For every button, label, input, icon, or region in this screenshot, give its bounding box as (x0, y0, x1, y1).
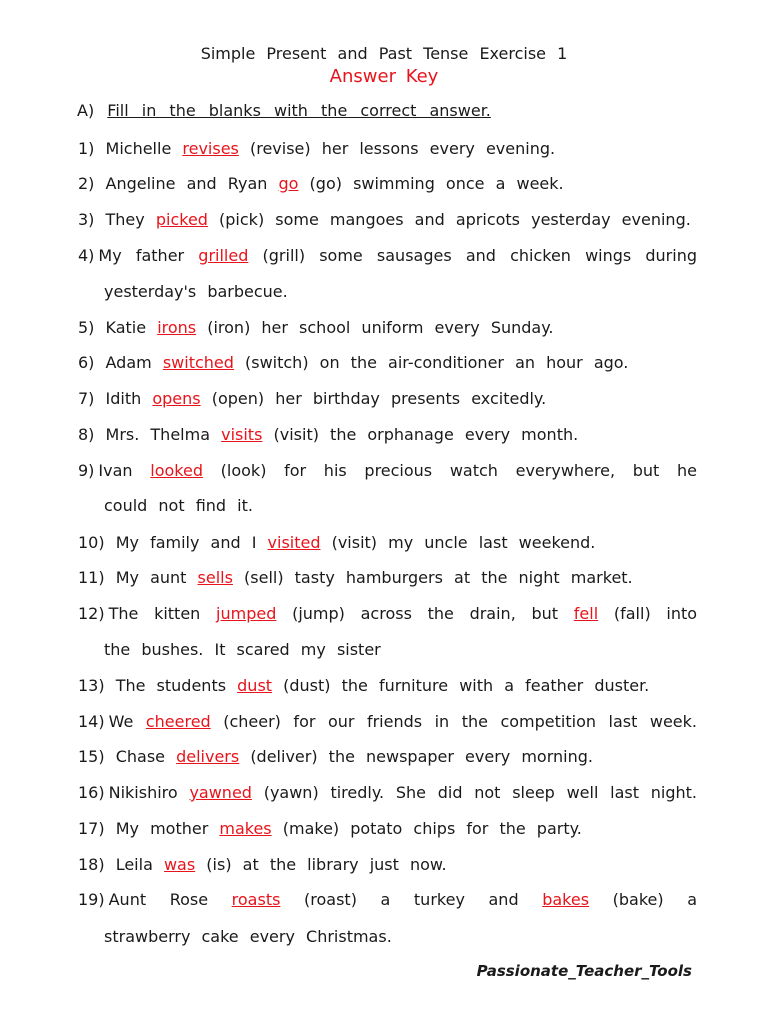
item-text: Idith (105, 389, 142, 408)
answer-word: dust (237, 676, 273, 695)
answer-word: delivers (176, 747, 240, 766)
item-text: (cheer) for our friends in the competition last week. (223, 712, 697, 731)
item-continuation: the bushes. It scared my sister (104, 640, 381, 659)
item-text: (iron) her school uniform every Sunday. (207, 318, 554, 337)
item-text: My mother (115, 819, 209, 838)
answer-word: grilled (198, 246, 249, 265)
instruction (77, 101, 491, 120)
answer-word: cheered (145, 712, 211, 731)
item-text: Mrs. Thelma (105, 425, 210, 444)
item-number: 12) (78, 604, 105, 623)
answer-word: visits (221, 425, 263, 444)
exercise-item (78, 817, 582, 841)
answer-word: looked (150, 461, 203, 480)
item-text: My father (98, 246, 185, 265)
instruction-text: Fill in the blanks with the correct answer. (107, 101, 491, 120)
item-number: 13) (78, 676, 105, 695)
exercise-item (78, 351, 628, 375)
answer-word: switched (162, 353, 234, 372)
answer-word: go (278, 174, 299, 193)
item-text: (yawn) tiredly. She did not sleep well last night. (263, 783, 698, 802)
item-number: 15) (78, 747, 105, 766)
exercise-item (78, 853, 447, 877)
instruction-prefix: A) (77, 101, 95, 120)
item-text: (bake) a (612, 890, 697, 909)
item-number: 14) (78, 712, 105, 731)
item-text: Katie (105, 318, 147, 337)
item-text: (open) her birthday presents excitedly. (211, 389, 547, 408)
exercise-item (78, 208, 691, 232)
item-number: 18) (78, 855, 105, 874)
item-text: (make) potato chips for the party. (282, 819, 582, 838)
item-number: 8) (78, 425, 95, 444)
item-number: 19) (78, 890, 105, 909)
exercise-item (78, 674, 649, 698)
item-number: 17) (78, 819, 105, 838)
answer-word: fell (573, 604, 599, 623)
item-number: 1) (78, 139, 95, 158)
item-text: The students (115, 676, 227, 695)
item-text: (jump) across the drain, but (292, 604, 559, 623)
answer-word: roasts (231, 890, 281, 909)
item-text: My family and I (115, 533, 257, 552)
answer-word: yawned (189, 783, 252, 802)
item-text: The kitten (108, 604, 201, 623)
answer-word: jumped (216, 604, 277, 623)
item-text: Michelle (105, 139, 172, 158)
answer-word: visited (267, 533, 321, 552)
exercise-item (78, 888, 697, 912)
exercise-item (78, 745, 593, 769)
item-text: (grill) some sausages and chicken wings during (262, 246, 698, 265)
item-number: 6) (78, 353, 95, 372)
answer-word: makes (219, 819, 272, 838)
answer-word: sells (197, 568, 233, 587)
exercise-item (78, 387, 546, 411)
item-continuation: strawberry cake every Christmas. (104, 927, 392, 946)
answer-key-subtitle: Answer Key (329, 66, 439, 87)
exercise-item (78, 244, 697, 268)
item-number: 10) (78, 533, 105, 552)
item-text: (pick) some mangoes and apricots yesterday evening. (219, 210, 691, 229)
item-text: (switch) on the air-conditioner an hour ago. (245, 353, 629, 372)
item-text: (visit) the orphanage every month. (273, 425, 579, 444)
item-text: (revise) her lessons every evening. (249, 139, 556, 158)
item-number: 3) (78, 210, 95, 229)
item-number: 11) (78, 568, 105, 587)
exercise-item (78, 423, 578, 447)
exercise-item (78, 602, 697, 626)
item-number: 5) (78, 318, 95, 337)
exercise-item (78, 459, 697, 483)
exercise-item (78, 172, 564, 196)
answer-word: was (163, 855, 196, 874)
item-text: Aunt Rose (108, 890, 209, 909)
item-text: (fall) into (613, 604, 698, 623)
exercise-item (78, 531, 595, 555)
item-text: (visit) my uncle last weekend. (331, 533, 596, 552)
page-title: Simple Present and Past Tense Exercise 1 (200, 44, 568, 63)
item-number: 4) (78, 246, 95, 265)
answer-word: bakes (542, 890, 590, 909)
item-text: Nikishiro (108, 783, 178, 802)
answer-word: opens (152, 389, 201, 408)
item-text: My aunt (115, 568, 187, 587)
item-text: Adam (105, 353, 152, 372)
item-text: (dust) the furniture with a feather duster. (283, 676, 650, 695)
item-text: (sell) tasty hamburgers at the night market. (244, 568, 633, 587)
exercise-item (78, 316, 554, 340)
answer-word: irons (157, 318, 197, 337)
item-text: (deliver) the newspaper every morning. (250, 747, 593, 766)
item-text: (roast) a turkey and (304, 890, 519, 909)
item-text: (is) at the library just now. (206, 855, 447, 874)
item-continuation: yesterday's barbecue. (104, 282, 288, 301)
item-continuation: could not find it. (104, 496, 253, 515)
item-text: Ivan (98, 461, 133, 480)
item-text: They (105, 210, 145, 229)
item-text: (look) for his precious watch everywhere, but he (220, 461, 697, 480)
answer-word: picked (155, 210, 208, 229)
exercise-item (78, 710, 697, 734)
answer-word: revises (182, 139, 239, 158)
item-text: Chase (115, 747, 165, 766)
item-text: Angeline and Ryan (105, 174, 268, 193)
item-text: We (108, 712, 134, 731)
exercise-item (78, 781, 697, 805)
item-number: 16) (78, 783, 105, 802)
item-text: Leila (115, 855, 153, 874)
item-text: (go) swimming once a week. (309, 174, 564, 193)
item-number: 9) (78, 461, 95, 480)
item-number: 7) (78, 389, 95, 408)
exercise-item (78, 137, 555, 161)
exercise-item (78, 566, 633, 590)
footer-credit: Passionate_Teacher_Tools (476, 962, 692, 980)
item-number: 2) (78, 174, 95, 193)
